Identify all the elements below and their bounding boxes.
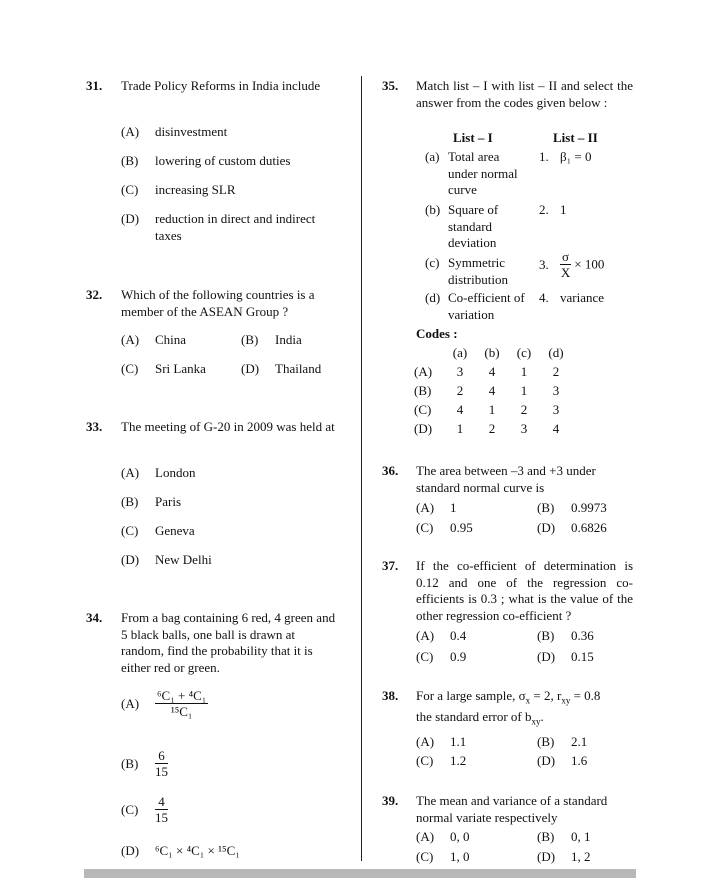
list-1-item-b: (b) Square of standard deviation [425, 202, 499, 250]
q39-option-b[interactable]: (B) 0, 1 [537, 829, 591, 844]
list-1-item-a: (a) Total area under normal curve [425, 149, 518, 197]
q31-option-b[interactable]: (B) lowering of custom duties [121, 153, 291, 168]
codes-table [414, 343, 572, 438]
q33-option-d[interactable]: (D) New Delhi [121, 552, 212, 567]
list-1-item-d: (d) Co-efficient of variation [425, 290, 525, 322]
list-1-header: List – I [453, 130, 493, 145]
q34-option-b[interactable]: (B) $\frac{6}{15}$ [121, 748, 168, 779]
q31-option-c[interactable]: (C) increasing SLR [121, 182, 236, 197]
q38-option-a[interactable]: (A) 1.1 [416, 734, 467, 749]
q35-option-c[interactable]: (C) 4 1 2 3 [414, 401, 560, 417]
q33-option-a[interactable]: (A) London [121, 465, 196, 480]
q38-option-b[interactable]: (B) 2.1 [537, 734, 588, 749]
q35-option-b[interactable]: (B) 2 4 1 3 [414, 382, 560, 398]
q37-option-c[interactable]: (C) 0.9 [416, 649, 467, 664]
question-38-text-line-1: For a large sample, $\sigma_x = 2$, $r_{xy} = 0.8$ [416, 688, 601, 706]
q36-option-c[interactable]: (C) 0.95 [416, 520, 473, 535]
q36-option-b[interactable]: (B) 0.9973 [537, 500, 607, 515]
q32-option-b[interactable]: (B) India [241, 332, 302, 347]
list-2-item-1: 1. β₁ = 0 [539, 149, 592, 164]
q37-option-b[interactable]: (B) 0.36 [537, 628, 594, 643]
question-31-text: Trade Policy Reforms in India include [121, 78, 321, 93]
list-1-item-c: (c) Symmetric distribution [425, 255, 508, 287]
q34-option-d[interactable]: (D) ⁶C₁ × ⁴C₁ × ¹⁵C₁ [121, 843, 240, 858]
q37-option-d[interactable]: (D) 0.15 [537, 649, 594, 664]
question-33-number: 33. [86, 419, 103, 434]
question-39-number: 39. [382, 793, 399, 808]
q36-option-a[interactable]: (A) 1 [416, 500, 457, 515]
fraction: $\frac{\text{⁶C₁ + ⁴C₁}}{\text{¹⁵C₁}}$ [157, 688, 207, 719]
question-37-number: 37. [382, 558, 399, 573]
q31-option-d[interactable]: (D) reduction in direct and indirect taxes [121, 211, 316, 243]
list-2-item-4: 4. variance [539, 290, 605, 305]
question-34-number: 34. [86, 610, 103, 625]
q32-option-c[interactable]: (C) Sri Lanka [121, 361, 206, 376]
q35-option-a[interactable]: (A) 3 4 1 2 [414, 363, 560, 379]
question-36-number: 36. [382, 463, 399, 478]
q36-option-d[interactable]: (D) 0.6826 [537, 520, 607, 535]
q33-option-b[interactable]: (B) Paris [121, 494, 181, 509]
question-39-text: The mean and variance of a standard normal variate respectively [416, 793, 608, 825]
codes-header-row: (a) (b) (c) (d) [452, 344, 564, 360]
column-divider [361, 76, 362, 861]
question-38-text-line-2: the standard error of $b_{xy}$. [416, 709, 544, 727]
question-34-text: From a bag containing 6 red, 4 green and 5 black balls, one ball is drawn at random, find the probability that it is either red or green. [121, 610, 336, 675]
list-2-header: List – II [553, 130, 598, 145]
q34-option-a[interactable]: (A) $\frac{\text{⁶C₁ + ⁴C₁}}{\text{¹⁵C₁}}$ [121, 688, 207, 719]
q33-option-c[interactable]: (C) Geneva [121, 523, 195, 538]
q39-option-a[interactable]: (A) 0, 0 [416, 829, 470, 844]
q35-option-d[interactable]: (D) 1 2 3 4 [414, 420, 560, 436]
question-33-text: The meeting of G-20 in 2009 was held at [121, 419, 335, 434]
sigma-over-x-fraction: $\frac{\sigma}{X}$ [560, 249, 571, 280]
fraction: $\frac{6}{15}$ [155, 748, 168, 779]
question-38-number: 38. [382, 688, 399, 703]
q31-option-a[interactable]: (A) disinvestment [121, 124, 228, 139]
q32-option-a[interactable]: (A) China [121, 332, 187, 347]
question-31-number: 31. [86, 78, 103, 93]
codes-label: Codes : [416, 326, 458, 341]
list-2-item-3: 3. $\frac{\sigma}{X}$ × 100 [539, 249, 605, 280]
q39-option-c[interactable]: (C) 1, 0 [416, 849, 470, 864]
question-36-text: The area between –3 and +3 under standard normal curve is [416, 463, 596, 495]
q34-option-c[interactable]: (C) $\frac{4}{15}$ [121, 794, 168, 825]
q38-option-d[interactable]: (D) 1.6 [537, 753, 588, 768]
list-2-item-2: 2. 1 [539, 202, 567, 217]
q37-option-a[interactable]: (A) 0.4 [416, 628, 467, 643]
q39-option-d[interactable]: (D) 1, 2 [537, 849, 591, 864]
fraction: $\frac{4}{15}$ [155, 794, 168, 825]
q38-option-c[interactable]: (C) 1.2 [416, 753, 467, 768]
question-32-text: Which of the following countries is a member of the ASEAN Group ? [121, 287, 315, 319]
q32-option-d[interactable]: (D) Thailand [241, 361, 322, 376]
question-37-text: If the co-efficient of determination is 0.12 and one of the regression co-efficients is 0.3 ; what is the value of the other regression co-efficient ? [416, 558, 633, 623]
question-35-number: 35. [382, 78, 399, 93]
page-footer-bar [84, 869, 636, 878]
question-32-number: 32. [86, 287, 103, 302]
question-35-text: Match list – I with list – II and select the answer from the codes given below : [416, 78, 633, 110]
